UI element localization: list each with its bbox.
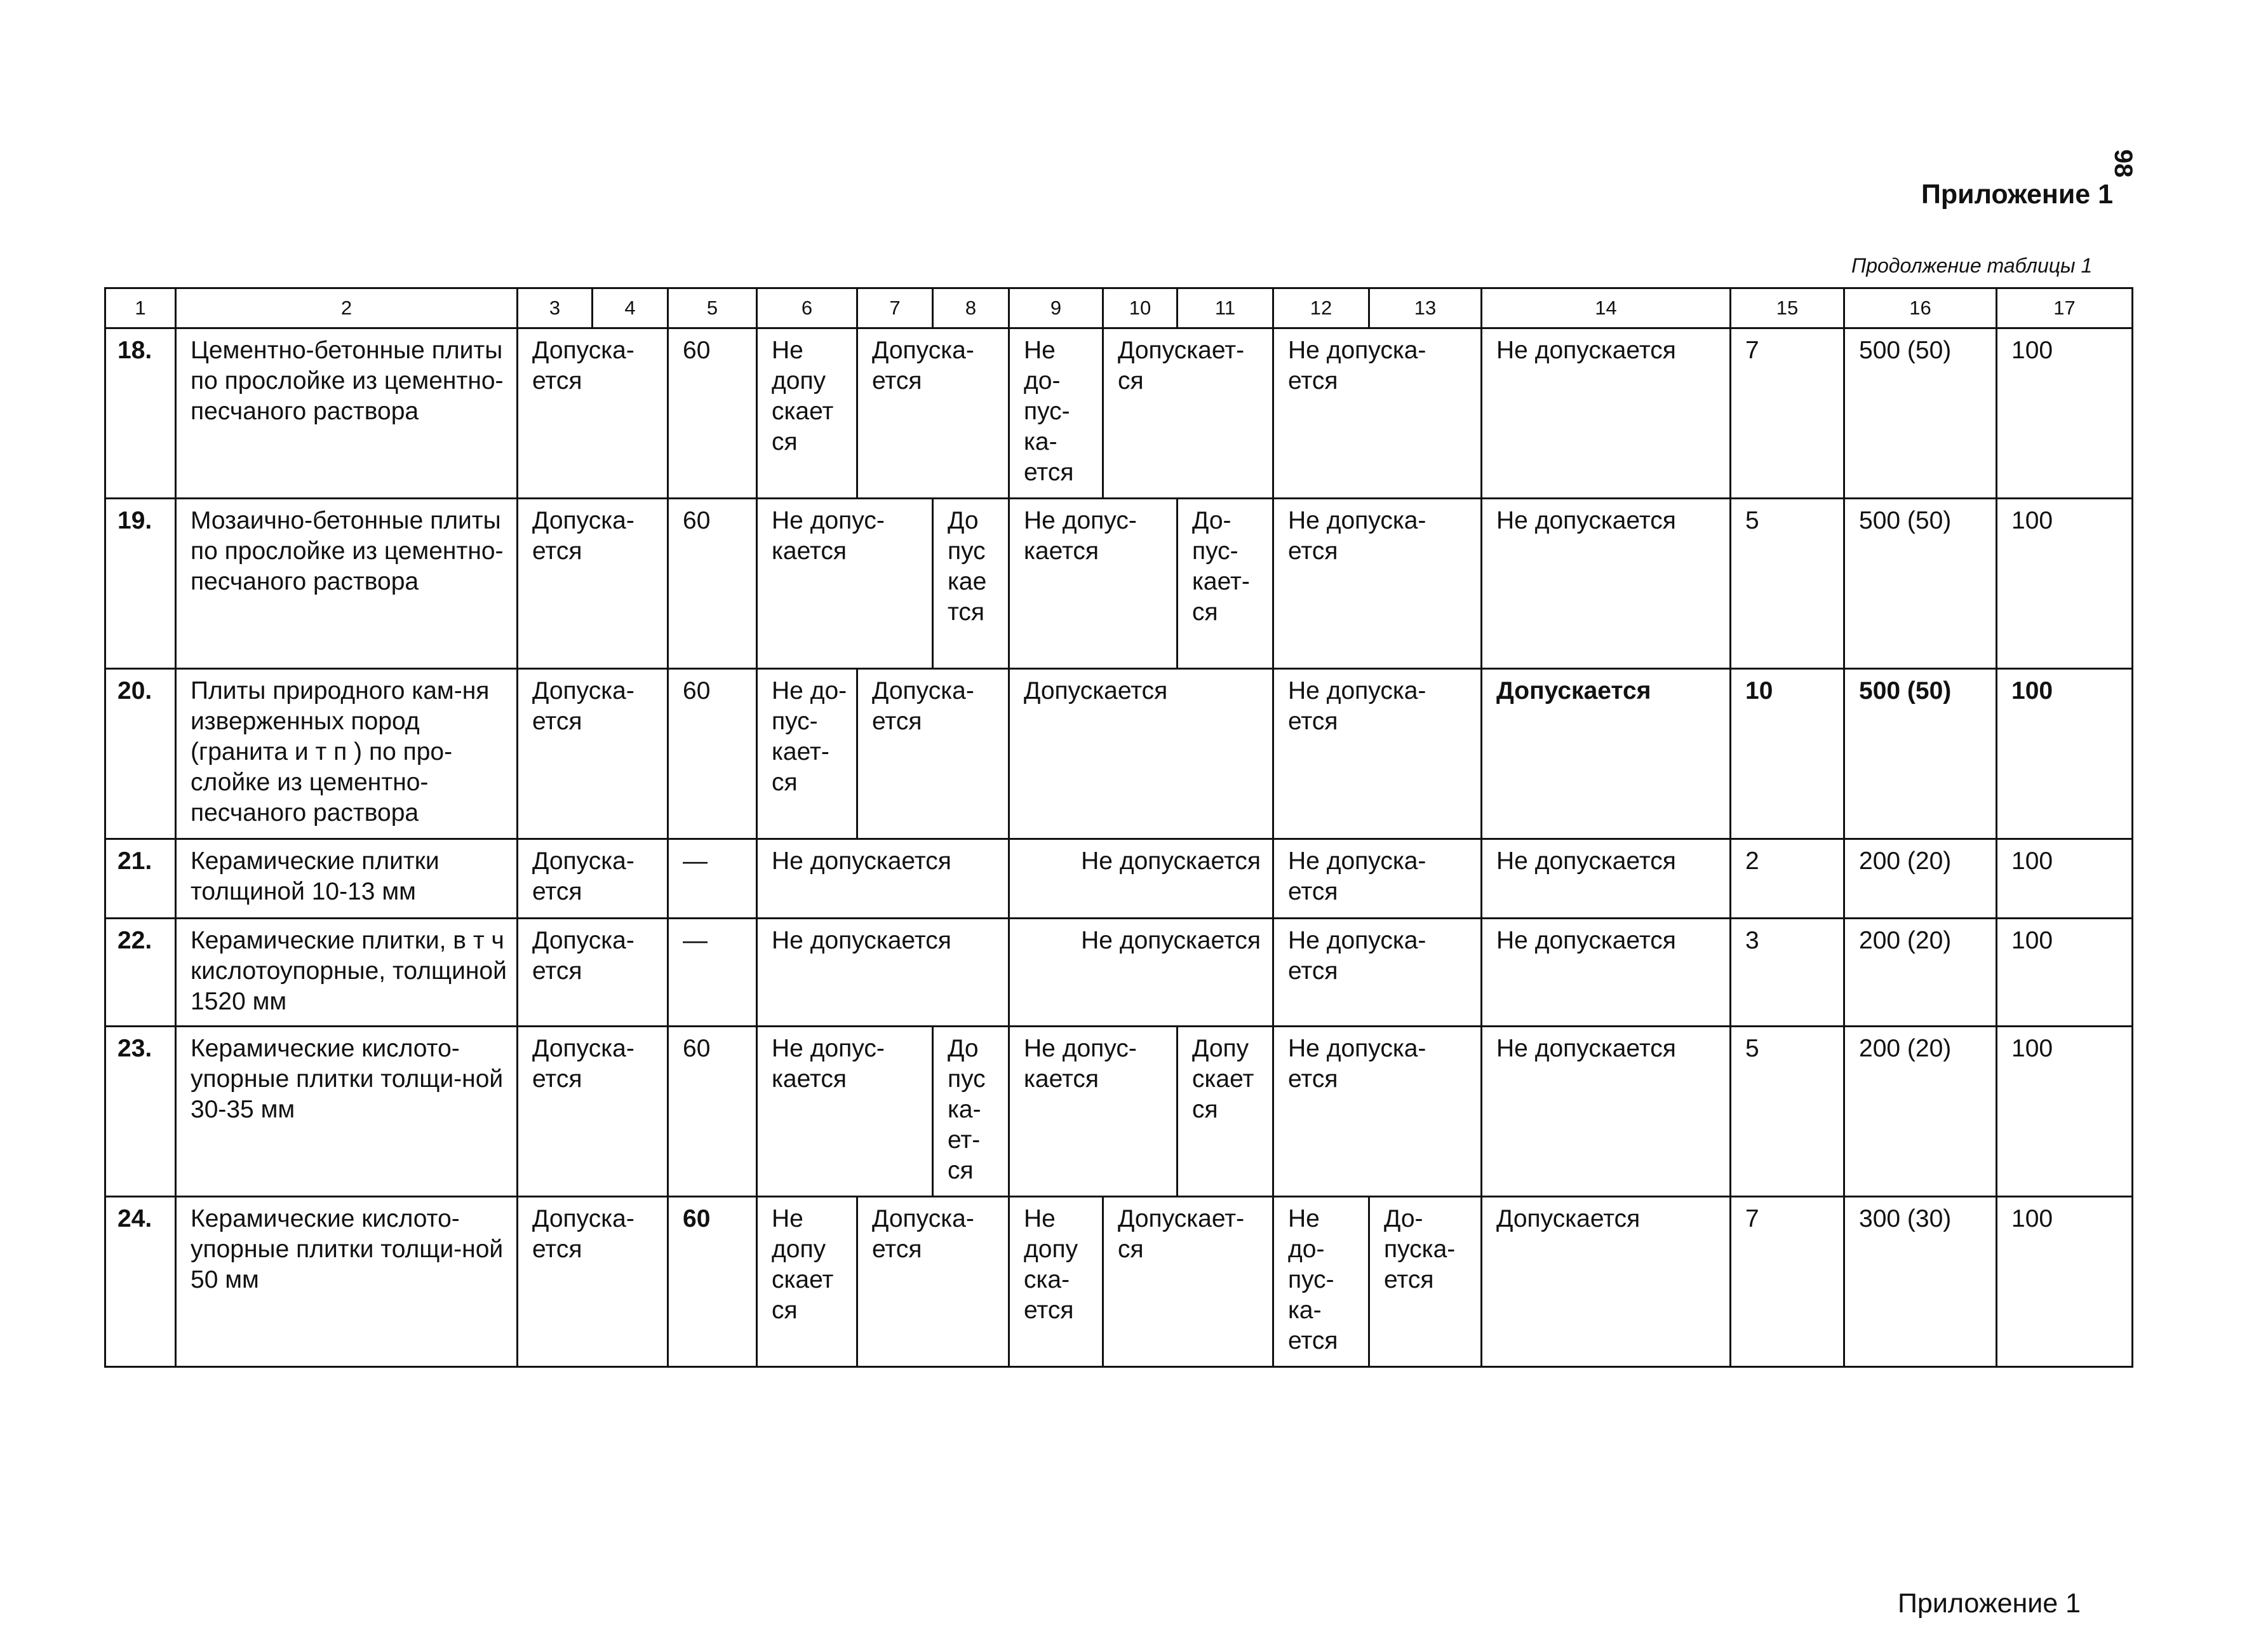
table-cell: 100 (1997, 669, 2133, 839)
row-number: 18. (105, 328, 176, 499)
column-header: 10 (1103, 288, 1178, 328)
row-name: Керамические кислото-упорные плитки толщи-ной 30-35 мм (176, 1027, 518, 1197)
table-cell: Допуска-ется (518, 499, 668, 669)
table-cell: 200 (20) (1844, 919, 1997, 1027)
table-row (105, 499, 2133, 669)
column-header: 8 (933, 288, 1009, 328)
table-cell: Не допускается (757, 919, 1009, 1027)
column-header: 6 (757, 288, 857, 328)
table-cell: 500 (50) (1844, 669, 1997, 839)
table-cell: Не допус-кается (1009, 1027, 1178, 1197)
table-row (105, 839, 2133, 919)
table-cell: Допускает-ся (1103, 328, 1273, 499)
table-cell: 2 (1731, 839, 1844, 919)
table-cell: 100 (1997, 328, 2133, 499)
table-cell: 10 (1731, 669, 1844, 839)
row-name: Цементно-бетонные плиты по прослойке из цементно-песчаного раствора (176, 328, 518, 499)
page-number: 98 (2109, 149, 2137, 178)
header-row (105, 288, 2133, 328)
table-cell: Не допус-кается (1009, 499, 1178, 669)
table-cell: 100 (1997, 1197, 2133, 1367)
table-cell: Не допуска-ется (1273, 499, 1482, 669)
column-header: 14 (1482, 288, 1731, 328)
table-row (105, 1197, 2133, 1367)
row-number: 19. (105, 499, 176, 669)
table-cell: 100 (1997, 839, 2133, 919)
table-cell: 7 (1731, 328, 1844, 499)
row-name: Мозаично-бетонные плиты по прослойке из цементно-песчаного раствора (176, 499, 518, 669)
appendix-label: Приложение 1 (1921, 179, 2114, 210)
table-cell: Допуска-ется (518, 328, 668, 499)
column-header: 9 (1009, 288, 1103, 328)
table-caption: Продолжение таблицы 1 (1851, 254, 2093, 277)
table-row (105, 1027, 2133, 1197)
table-cell: 500 (50) (1844, 328, 1997, 499)
column-header: 4 (593, 288, 668, 328)
row-number: 24. (105, 1197, 176, 1367)
table-cell: 60 (668, 1197, 757, 1367)
column-header: 15 (1731, 288, 1844, 328)
row-name: Керамические плитки, в т ч кислотоупорные, толщиной 1520 мм (176, 919, 518, 1027)
row-number: 21. (105, 839, 176, 919)
table-cell: Не допуска-ется (1273, 669, 1482, 839)
table-cell: Допуска-ется (857, 328, 1009, 499)
table-cell: Не допуска-ется (1273, 1027, 1482, 1197)
table-cell: Не до-пус-кает-ся (757, 669, 857, 839)
table-cell: 7 (1731, 1197, 1844, 1367)
column-header: 5 (668, 288, 757, 328)
table-cell: 500 (50) (1844, 499, 1997, 669)
table-cell: Допускает-ся (1103, 1197, 1273, 1367)
table-cell: Не допус-кается (757, 499, 933, 669)
table-cell: — (668, 839, 757, 919)
table-cell: — (668, 919, 757, 1027)
column-header: 1 (105, 288, 176, 328)
table-cell: До пус ка-ет-ся (933, 1027, 1009, 1197)
table-cell: Допу скает ся (1178, 1027, 1273, 1197)
row-name: Керамические плитки толщиной 10-13 мм (176, 839, 518, 919)
column-header: 3 (518, 288, 593, 328)
table-cell: Не допускается (1482, 499, 1731, 669)
table-cell: Не до-пус-ка-ется (1009, 328, 1103, 499)
table-cell: 60 (668, 499, 757, 669)
table-cell: 200 (20) (1844, 839, 1997, 919)
table-cell: 200 (20) (1844, 1027, 1997, 1197)
row-number: 22. (105, 919, 176, 1027)
table-cell: Допуска-ется (518, 1027, 668, 1197)
table-cell: 60 (668, 328, 757, 499)
data-table (104, 287, 2133, 1368)
table-cell: Не допускается (1482, 1027, 1731, 1197)
column-header: 12 (1273, 288, 1369, 328)
table-cell: Допуска-ется (518, 919, 668, 1027)
table-cell: Не допускается (1482, 839, 1731, 919)
table-cell: Не допу ска-ется (1009, 1197, 1103, 1367)
table-cell: Не допуска-ется (1273, 839, 1482, 919)
table-cell: Не допускается (1009, 839, 1273, 919)
table-cell: Допуска-ется (518, 669, 668, 839)
table-cell: Не допуска-ется (1273, 328, 1482, 499)
table-cell: 100 (1997, 499, 2133, 669)
table-cell: Не допускается (1482, 919, 1731, 1027)
footer-label: Приложение 1 (1898, 1588, 2081, 1619)
table-cell: 60 (668, 669, 757, 839)
column-header: 17 (1997, 288, 2133, 328)
table-cell: Допуска-ется (857, 669, 1009, 839)
row-number: 20. (105, 669, 176, 839)
table-cell: Допускается (1482, 669, 1731, 839)
table-cell: Допуска-ется (518, 1197, 668, 1367)
table-cell: 5 (1731, 1027, 1844, 1197)
table-cell: Допуска-ется (857, 1197, 1009, 1367)
column-header: 7 (857, 288, 933, 328)
column-header: 13 (1369, 288, 1482, 328)
table-cell: 3 (1731, 919, 1844, 1027)
table-cell: 100 (1997, 1027, 2133, 1197)
column-header: 2 (176, 288, 518, 328)
row-name: Плиты природного кам-ня изверженных пород (гранита и т п ) по про-слойке из цементно-песчаного раствора (176, 669, 518, 839)
table-cell: 100 (1997, 919, 2133, 1027)
table-cell: 5 (1731, 499, 1844, 669)
table-cell: Не допускается (1009, 919, 1273, 1027)
column-header: 16 (1844, 288, 1997, 328)
table-cell: Допускается (1009, 669, 1273, 839)
table-cell: Не допу скает ся (757, 1197, 857, 1367)
row-number: 23. (105, 1027, 176, 1197)
table-cell: 60 (668, 1027, 757, 1197)
table-cell: Не допускается (1482, 328, 1731, 499)
table-cell: Не допускается (757, 839, 1009, 919)
table-cell: Не допус-кается (757, 1027, 933, 1197)
column-header: 11 (1178, 288, 1273, 328)
table-cell: До пус кае тся (933, 499, 1009, 669)
table-row (105, 328, 2133, 499)
table-cell: Не допуска-ется (1273, 919, 1482, 1027)
table-cell: Не до-пус-ка-ется (1273, 1197, 1369, 1367)
table-cell: 300 (30) (1844, 1197, 1997, 1367)
table-cell: До-пуска-ется (1369, 1197, 1482, 1367)
table-row (105, 919, 2133, 1027)
table-cell: Допуска-ется (518, 839, 668, 919)
table-row (105, 669, 2133, 839)
table-cell: Допускается (1482, 1197, 1731, 1367)
table-cell: Не допу скает ся (757, 328, 857, 499)
row-name: Керамические кислото-упорные плитки толщи-ной 50 мм (176, 1197, 518, 1367)
table-cell: До-пус-кает-ся (1178, 499, 1273, 669)
